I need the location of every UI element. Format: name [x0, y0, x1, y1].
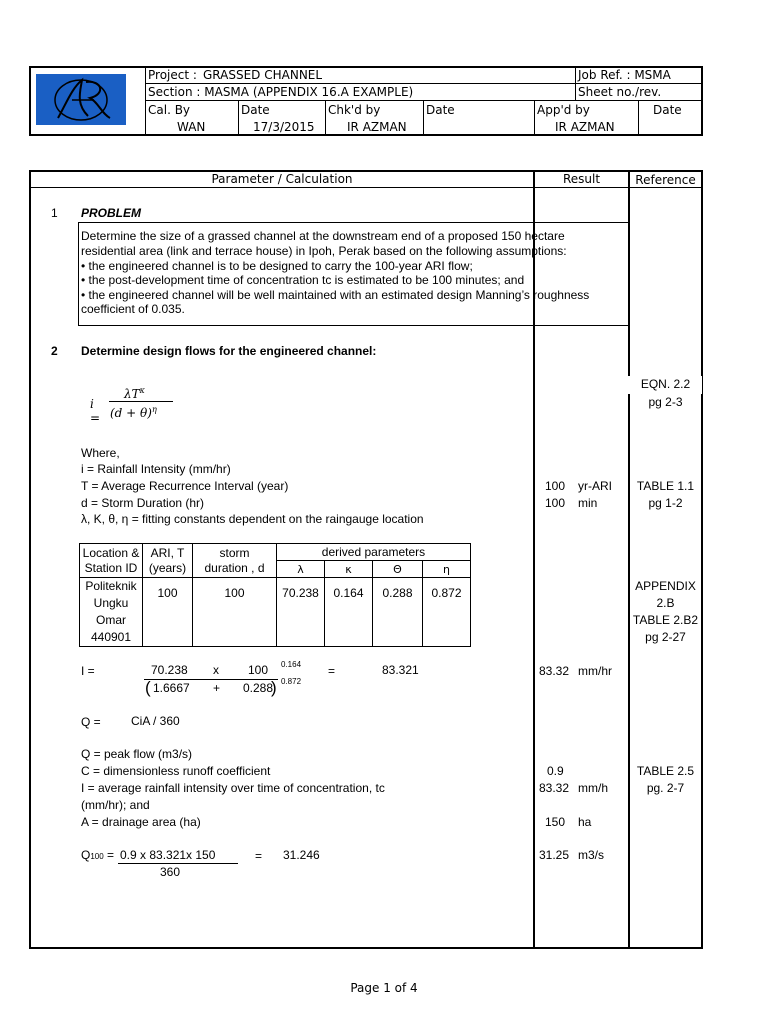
- column-header-reference: Reference: [635, 173, 696, 187]
- th-storm: storm: [219, 545, 250, 560]
- cell-theta: 0.288: [373, 578, 423, 647]
- def-i: i = Rainfall Intensity (mm/hr): [81, 462, 231, 476]
- company-logo: [36, 74, 126, 125]
- cal-by-value: WAN: [177, 120, 206, 134]
- result-I-unit: mm/hr: [578, 664, 612, 678]
- def-T: T = Average Recurrence Interval (year): [81, 479, 289, 493]
- problem-line: • the engineered channel is to be designed to carry the 100-year ARI flow;: [81, 259, 473, 273]
- cell-storm: 100: [193, 578, 277, 647]
- calc-equals: =: [328, 664, 336, 678]
- section-1-title: PROBLEM: [81, 206, 141, 220]
- result-I-value: 83.32: [539, 664, 570, 678]
- cal-by-label: Cal. By: [148, 103, 191, 117]
- approved-by-label: App'd by: [537, 103, 590, 117]
- result-Q-value: 31.25: [539, 848, 570, 862]
- result-A-value: 150: [545, 815, 566, 829]
- ref-appendix: pg 2-27: [645, 630, 686, 644]
- def-Q: Q = peak flow (m3/s): [81, 747, 193, 761]
- calc-times: x: [213, 663, 219, 677]
- checked-by-value: IR AZMAN: [347, 120, 407, 134]
- date2-label: Date: [426, 103, 455, 117]
- def-I-cont: (mm/hr); and: [81, 798, 150, 812]
- calc-duration-hr: 1.6667: [153, 681, 190, 695]
- th-ari: ARI, T: [150, 545, 185, 560]
- column-header-result: Result: [562, 172, 601, 186]
- calc-plus: +: [213, 681, 221, 695]
- project-label: Project :: [148, 68, 197, 82]
- problem-line: residential area (link and terrace house) in Ipoh, Perak based on the following assumptions:: [81, 244, 567, 258]
- result-i-value: 83.32: [539, 781, 570, 795]
- cell-location: Politeknik Ungku Omar 440901: [80, 578, 143, 647]
- calc-kappa-exp: 0.164: [281, 660, 302, 669]
- result-i-unit: mm/h: [578, 781, 608, 795]
- q100-label: Q100 =: [81, 848, 115, 862]
- th-theta: Θ: [373, 561, 423, 578]
- section-label: Section : MASMA (APPENDIX 16.A EXAMPLE): [148, 85, 414, 99]
- fitting-constants-table: Location & Station ID ARI, T (years) storm duration , d derived parameters λ κ Θ η Politeknik Ungku Omar 440901 100 100 70.238 0.164 0.288 0.872: [79, 543, 471, 647]
- th-derived: derived parameters: [277, 544, 471, 561]
- calc-eta-exp: 0.872: [281, 677, 302, 686]
- calc-theta: 0.288: [243, 681, 274, 695]
- ref-eqn: EQN. 2.2: [640, 377, 691, 391]
- q-formula-left: Q =: [81, 715, 101, 729]
- where-label: Where,: [81, 446, 120, 460]
- problem-line: coefficient of 0.035.: [81, 302, 185, 316]
- sheet-no: Sheet no./rev.: [578, 85, 662, 99]
- th-location: Location &: [82, 545, 140, 560]
- cell-lambda: 70.238: [277, 578, 325, 647]
- ref-appendix: APPENDIX: [635, 579, 696, 593]
- def-C: C = dimensionless runoff coefficient: [81, 764, 271, 778]
- ref-table-1-1-page: pg 1-2: [648, 496, 683, 510]
- calc-intensity-result: 83.321: [382, 663, 419, 677]
- problem-line: • the engineered channel will be well maintained with an estimated design Manning’s roughness: [81, 288, 590, 302]
- ref-table-2-5-page: pg. 2-7: [646, 781, 685, 795]
- date-label: Date: [241, 103, 270, 117]
- result-T-value: 100: [545, 479, 566, 493]
- ref-appendix: 2.B: [656, 596, 675, 610]
- section-2-title: Determine design flows for the engineered channel:: [81, 344, 377, 358]
- problem-line: Determine the size of a grassed channel at the downstream end of a proposed 150 hectare: [81, 229, 565, 243]
- def-constants: λ, Κ, θ, η = fitting constants dependent on the raingauge location: [81, 512, 424, 526]
- date3-label: Date: [653, 103, 682, 117]
- ref-table-2-5: TABLE 2.5: [636, 764, 695, 778]
- calc-I-label: I =: [81, 664, 95, 678]
- def-I: I = average rainfall intensity over time of concentration, tc: [81, 781, 385, 795]
- th-lambda: λ: [277, 561, 325, 578]
- section-1-number: 1: [51, 206, 58, 220]
- section-2-number: 2: [51, 344, 58, 358]
- def-A: A = drainage area (ha): [81, 815, 201, 829]
- result-d-unit: min: [578, 496, 598, 510]
- problem-line: • the post-development time of concentration tc is estimated to be 100 minutes; and: [81, 273, 525, 287]
- result-Q-unit: m3/s: [578, 848, 605, 862]
- cell-eta: 0.872: [423, 578, 471, 647]
- ref-appendix: TABLE 2.B2: [632, 613, 699, 627]
- q100-result: 31.246: [283, 848, 320, 862]
- result-A-unit: ha: [578, 815, 592, 829]
- project-value: GRASSED CHANNEL: [203, 68, 323, 82]
- ref-table-1-1: TABLE 1.1: [636, 479, 695, 493]
- result-C-value: 0.9: [547, 764, 564, 778]
- calc-lambda: 70.238: [151, 663, 188, 677]
- th-kappa: κ: [325, 561, 373, 578]
- q100-equals: =: [255, 849, 263, 863]
- date-value: 17/3/2015: [253, 120, 315, 134]
- q-formula-right: CiA / 360: [131, 714, 180, 728]
- result-T-unit: yr-ARI: [578, 479, 612, 493]
- th-eta: η: [423, 561, 471, 578]
- result-d-value: 100: [545, 496, 566, 510]
- q100-denominator: 360: [160, 865, 181, 879]
- bracket-right: ): [271, 678, 277, 697]
- cell-kappa: 0.164: [325, 578, 373, 647]
- column-header-parameter: Parameter / Calculation: [211, 172, 353, 186]
- cell-ari: 100: [143, 578, 193, 647]
- job-ref: Job Ref. : MSMA: [578, 68, 671, 82]
- ref-eqn-page: pg 2-3: [648, 395, 683, 409]
- approved-by-value: IR AZMAN: [555, 120, 615, 134]
- page-number: Page 1 of 4: [350, 981, 418, 995]
- def-d: d = Storm Duration (hr): [81, 496, 205, 510]
- checked-by-label: Chk'd by: [328, 103, 381, 117]
- calc-T: 100: [248, 663, 269, 677]
- q100-numerator: 0.9 x 83.321x 150: [120, 848, 216, 862]
- bracket-left: (: [145, 678, 151, 697]
